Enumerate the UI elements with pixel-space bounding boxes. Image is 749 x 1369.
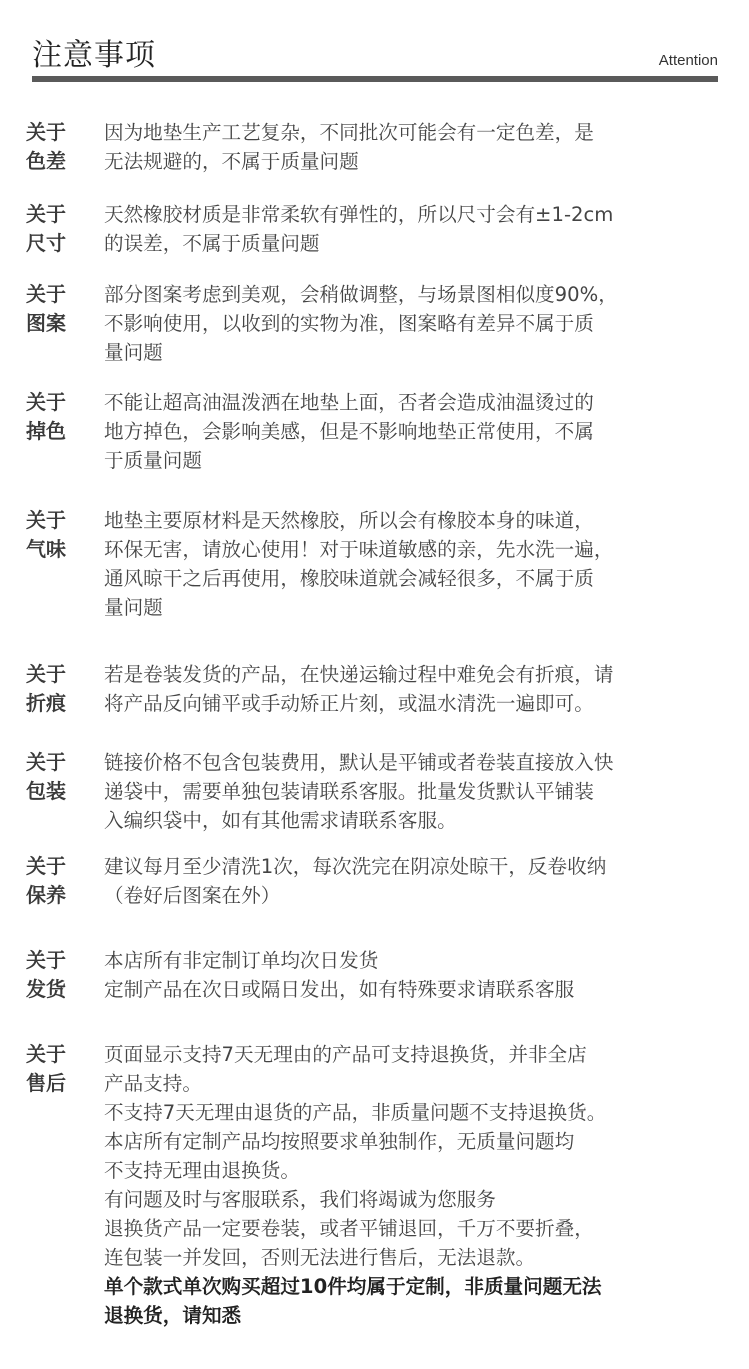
section-label-line: 保养 bbox=[26, 883, 66, 907]
body-line: 递袋中，需要单独包装请联系客服。批量发货默认平铺装 bbox=[104, 780, 594, 803]
section-body bbox=[104, 388, 726, 475]
body-line: 通风晾干之后再使用，橡胶味道就会减轻很多，不属于质 bbox=[104, 567, 594, 590]
section-label bbox=[26, 748, 86, 806]
body-line: 于质量问题 bbox=[104, 449, 202, 472]
section-label-line: 气味 bbox=[26, 537, 66, 561]
section-body bbox=[104, 1040, 726, 1330]
section-label bbox=[26, 946, 86, 1004]
body-line: 天然橡胶材质是非常柔软有弹性的，所以尺寸会有±1-2cm bbox=[104, 203, 614, 226]
section-label bbox=[26, 506, 86, 564]
body-line: 产品支持。 bbox=[104, 1072, 202, 1095]
body-line: 不支持无理由退换货。 bbox=[104, 1159, 300, 1182]
section-label-line: 售后 bbox=[26, 1071, 66, 1095]
section-label-line: 关于 bbox=[26, 120, 66, 144]
body-line: 链接价格不包含包装费用，默认是平铺或者卷装直接放入快 bbox=[104, 751, 614, 774]
section-body bbox=[104, 506, 726, 622]
body-line: 将产品反向铺平或手动矫正片刻，或温水清洗一遍即可。 bbox=[104, 692, 594, 715]
section-label-line: 关于 bbox=[26, 662, 66, 686]
section-body bbox=[104, 118, 726, 176]
section-label bbox=[26, 200, 86, 258]
body-line: 因为地垫生产工艺复杂，不同批次可能会有一定色差，是 bbox=[104, 121, 594, 144]
section-body bbox=[104, 852, 726, 910]
body-line: 部分图案考虑到美观，会稍做调整，与场景图相似度90%， bbox=[104, 283, 618, 306]
body-line: 若是卷装发货的产品，在快递运输过程中难免会有折痕，请 bbox=[104, 663, 614, 686]
section-label-line: 尺寸 bbox=[26, 231, 66, 255]
body-line: 入编织袋中，如有其他需求请联系客服。 bbox=[104, 809, 457, 832]
section-body bbox=[104, 748, 726, 835]
section-label-line: 关于 bbox=[26, 948, 66, 972]
section-label bbox=[26, 118, 86, 176]
section-label-line: 关于 bbox=[26, 508, 66, 532]
body-line: 不支持7天无理由退货的产品，非质量问题不支持退换货。 bbox=[104, 1101, 607, 1124]
section-label-line: 关于 bbox=[26, 282, 66, 306]
section-body bbox=[104, 946, 726, 1004]
body-line: 连包装一并发回，否则无法进行售后，无法退款。 bbox=[104, 1246, 536, 1269]
section-body bbox=[104, 200, 726, 258]
section-label-line: 色差 bbox=[26, 149, 66, 173]
section-label bbox=[26, 852, 86, 910]
body-line: 定制产品在次日或隔日发出，如有特殊要求请联系客服 bbox=[104, 978, 575, 1001]
section-label-line: 发货 bbox=[26, 977, 66, 1001]
page-subtitle: Attention bbox=[658, 52, 718, 69]
body-line-emphasis: 单个款式单次购买超过10件均属于定制，非质量问题无法 bbox=[104, 1275, 602, 1298]
body-line: 地方掉色，会影响美感，但是不影响地垫正常使用，不属 bbox=[104, 420, 594, 443]
header-divider bbox=[32, 76, 718, 82]
body-line: 地垫主要原材料是天然橡胶，所以会有橡胶本身的味道， bbox=[104, 509, 594, 532]
section-label bbox=[26, 660, 86, 718]
body-line: 不影响使用，以收到的实物为准，图案略有差异不属于质 bbox=[104, 312, 594, 335]
section-label-line: 包装 bbox=[26, 779, 66, 803]
body-line: 无法规避的，不属于质量问题 bbox=[104, 150, 359, 173]
section-label-line: 关于 bbox=[26, 750, 66, 774]
section-label-line: 掉色 bbox=[26, 419, 66, 443]
section-label-line: 关于 bbox=[26, 202, 66, 226]
body-line: 不能让超高油温泼洒在地垫上面，否者会造成油温烫过的 bbox=[104, 391, 594, 414]
section-label bbox=[26, 388, 86, 446]
section-label-line: 关于 bbox=[26, 1042, 66, 1066]
body-line: 量问题 bbox=[104, 341, 163, 364]
body-line: 本店所有定制产品均按照要求单独制作，无质量问题均 bbox=[104, 1130, 575, 1153]
page-title: 注意事项 bbox=[32, 38, 156, 73]
section-label bbox=[26, 1040, 86, 1098]
section-label-line: 图案 bbox=[26, 311, 66, 335]
body-line: 有问题及时与客服联系，我们将竭诚为您服务 bbox=[104, 1188, 496, 1211]
body-line: （卷好后图案在外） bbox=[104, 884, 281, 907]
section-label-line: 关于 bbox=[26, 854, 66, 878]
body-line: 页面显示支持7天无理由的产品可支持退换货，并非全店 bbox=[104, 1043, 587, 1066]
header bbox=[32, 30, 718, 82]
body-line: 退换货产品一定要卷装，或者平铺退回，千万不要折叠， bbox=[104, 1217, 594, 1240]
body-line: 本店所有非定制订单均次日发货 bbox=[104, 949, 379, 972]
body-line: 量问题 bbox=[104, 596, 163, 619]
section-label-line: 折痕 bbox=[26, 691, 66, 715]
section-label bbox=[26, 280, 86, 338]
body-line: 的误差，不属于质量问题 bbox=[104, 232, 320, 255]
body-line: 建议每月至少清洗1次，每次洗完在阴凉处晾干，反卷收纳 bbox=[104, 855, 607, 878]
section-body bbox=[104, 280, 726, 367]
section-label-line: 关于 bbox=[26, 390, 66, 414]
section-body bbox=[104, 660, 726, 718]
body-line-emphasis: 退换货，请知悉 bbox=[104, 1304, 242, 1327]
body-line: 环保无害，请放心使用！对于味道敏感的亲，先水洗一遍， bbox=[104, 538, 614, 561]
